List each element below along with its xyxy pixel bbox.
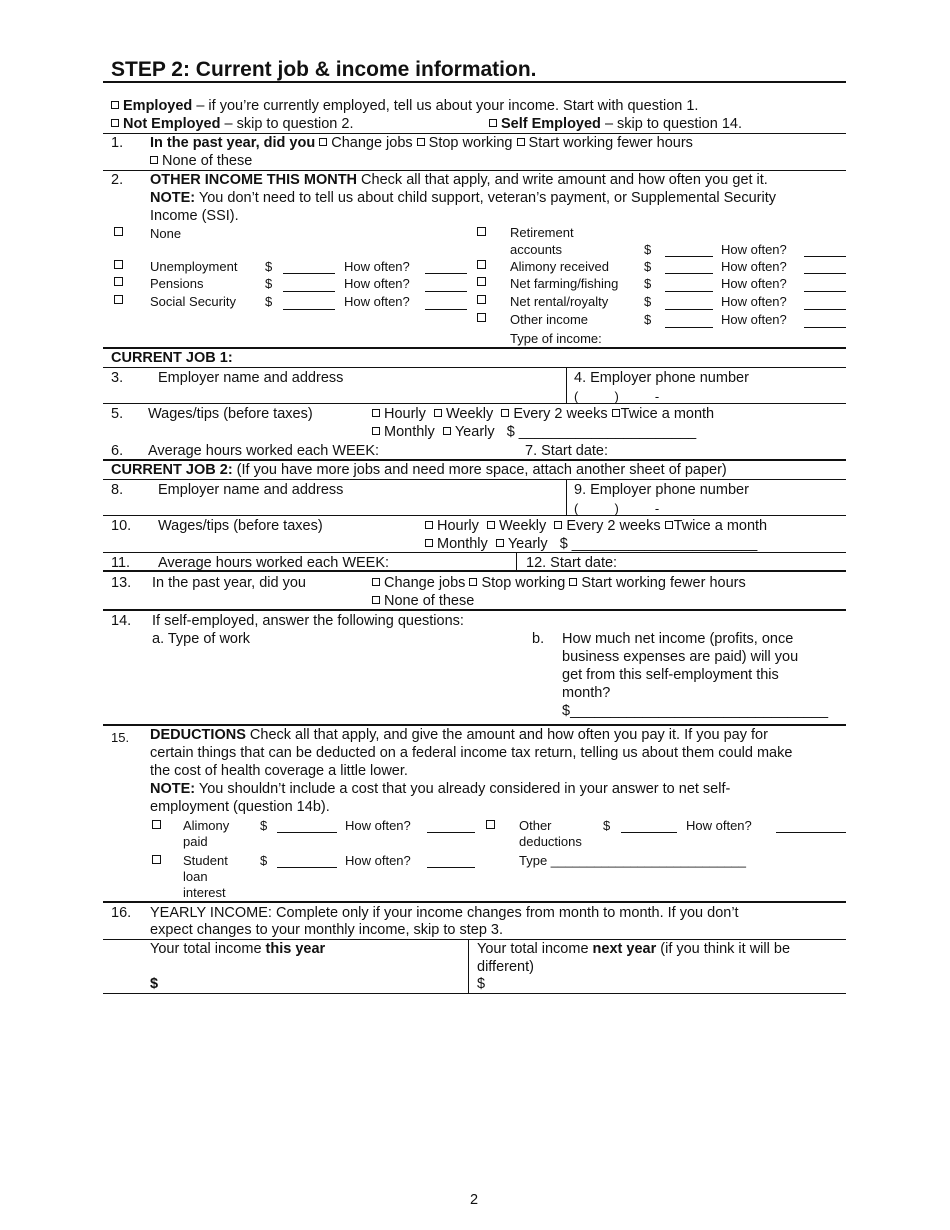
- page-number: 2: [470, 1192, 479, 1208]
- wages-label: Wages/tips (before taxes): [158, 518, 323, 534]
- section-rule: [103, 724, 846, 726]
- net-income-amount-field[interactable]: $________________________________: [562, 703, 829, 719]
- rental-amount-field[interactable]: [665, 309, 713, 310]
- q1-number: 1.: [111, 135, 124, 151]
- student-loan-label-2: loan: [183, 869, 208, 884]
- alimony-received-label: Alimony received: [510, 259, 609, 274]
- none-income-checkbox[interactable]: [114, 227, 123, 236]
- yearly-income-text-2: expect changes to your monthly income, skip to step 3.: [150, 922, 504, 938]
- other-deductions-frequency-field[interactable]: [776, 832, 846, 833]
- employer-name-label: Employer name and address: [158, 370, 344, 386]
- q1-change-jobs-checkbox[interactable]: [319, 138, 327, 146]
- wage-amount-field[interactable]: $ _______________________: [559, 536, 758, 552]
- how-often-label: How often?: [721, 242, 787, 257]
- section-rule: [103, 609, 846, 611]
- q11-number: 11.: [111, 555, 131, 571]
- employer-name-label: Employer name and address: [158, 482, 344, 498]
- retirement-label-2: accounts: [510, 242, 563, 257]
- q1-line: In the past year, did you Change jobs Stop working Start working fewer hours: [150, 135, 693, 151]
- self-employed-option[interactable]: Self Employed – skip to question 14.: [489, 116, 742, 133]
- other-deductions-amount-field[interactable]: [621, 832, 677, 833]
- hourly-checkbox[interactable]: [425, 521, 433, 529]
- not-employed-checkbox[interactable]: [111, 119, 119, 127]
- how-often-label: How often?: [344, 259, 410, 274]
- divider: [103, 479, 846, 480]
- dollar-sign: $: [260, 853, 268, 868]
- alimony-paid-checkbox[interactable]: [152, 820, 161, 829]
- wages-label: Wages/tips (before taxes): [148, 406, 313, 422]
- income-next-year-label-2: different): [477, 959, 534, 975]
- employer-phone-label: 4. Employer phone number: [574, 370, 749, 386]
- social-security-frequency-field[interactable]: [425, 309, 467, 310]
- how-often-label: How often?: [344, 294, 410, 309]
- hours-worked-label: Average hours worked each WEEK:: [158, 555, 390, 571]
- rental-frequency-field[interactable]: [804, 309, 846, 310]
- job1-heading: CURRENT JOB 1:: [111, 350, 233, 366]
- dollar-sign: $: [644, 294, 652, 309]
- how-often-label: How often?: [721, 312, 787, 327]
- employer-phone-field[interactable]: ( ) -: [574, 389, 660, 404]
- alimony-paid-label-2: paid: [183, 834, 208, 849]
- q2-note-line-2: Income (SSI).: [150, 208, 239, 224]
- how-often-label: How often?: [344, 276, 410, 291]
- q1-none-checkbox[interactable]: [150, 156, 158, 164]
- social-security-label: Social Security: [150, 294, 236, 309]
- q1-fewer-hours-checkbox[interactable]: [517, 138, 525, 146]
- divider: [103, 939, 846, 940]
- net-income-question: month?: [562, 685, 611, 701]
- q15-note-line-2: employment (question 14b).: [150, 799, 330, 815]
- q13-number: 13.: [111, 575, 132, 591]
- dollar-sign: $: [644, 276, 652, 291]
- q13-change-jobs-checkbox[interactable]: [372, 578, 380, 586]
- employer-phone-label: 9. Employer phone number: [574, 482, 749, 498]
- section-rule: [103, 570, 846, 572]
- retirement-amount-field[interactable]: [665, 256, 713, 257]
- divider: [103, 133, 846, 134]
- q13-none-option[interactable]: None of these: [372, 593, 474, 610]
- pensions-label: Pensions: [150, 276, 204, 291]
- dollar-sign: $: [603, 818, 611, 833]
- dollar-sign: $: [644, 312, 652, 327]
- farming-checkbox[interactable]: [477, 277, 486, 286]
- other-income-frequency-field[interactable]: [804, 327, 846, 328]
- rental-label: Net rental/royalty: [510, 294, 609, 309]
- every-2-weeks-checkbox[interactable]: [501, 409, 509, 417]
- q16-number: 16.: [111, 905, 132, 921]
- pensions-amount-field[interactable]: [283, 291, 335, 292]
- how-often-label: How often?: [686, 818, 752, 833]
- income-next-year-field[interactable]: $: [477, 976, 486, 992]
- job2-heading-line: CURRENT JOB 2: (If you have more jobs and need more space, attach another sheet of paper): [111, 462, 727, 478]
- q2-note-line: NOTE: You don’t need to tell us about child support, veteran’s payment, or Supplemental Security: [150, 190, 777, 206]
- social-security-checkbox[interactable]: [114, 295, 123, 304]
- q14-number: 14.: [111, 613, 132, 629]
- student-loan-label-3: interest: [183, 885, 226, 900]
- pay-frequency-row-2: Monthly Yearly $ _______________________: [425, 536, 757, 553]
- section-rule: [103, 459, 846, 461]
- dollar-sign: $: [265, 294, 273, 309]
- hourly-checkbox[interactable]: [372, 409, 380, 417]
- unemployment-frequency-field[interactable]: [425, 273, 467, 274]
- social-security-amount-field[interactable]: [283, 309, 335, 310]
- alimony-paid-label: Alimony: [183, 818, 230, 833]
- unemployment-label: Unemployment: [150, 259, 238, 274]
- q13-none-checkbox[interactable]: [372, 596, 380, 604]
- q6-number: 6.: [111, 443, 124, 459]
- farming-amount-field[interactable]: [665, 291, 713, 292]
- divider: [103, 515, 846, 516]
- student-loan-checkbox[interactable]: [152, 855, 161, 864]
- dollar-sign: $: [644, 259, 652, 274]
- dollar-sign: $: [265, 276, 273, 291]
- alimony-received-amount-field[interactable]: [665, 273, 713, 274]
- section-rule: [103, 901, 846, 903]
- none-income-label: None: [150, 226, 182, 241]
- divider: [103, 170, 846, 171]
- other-income-label: Other income: [510, 312, 589, 327]
- q5-number: 5.: [111, 406, 124, 422]
- income-this-year-field[interactable]: $: [150, 976, 159, 992]
- q3-number: 3.: [111, 370, 124, 386]
- net-income-question: How much net income (profits, once: [562, 631, 794, 647]
- not-employed-option[interactable]: Not Employed – skip to question 2.: [111, 116, 353, 133]
- farming-label: Net farming/fishing: [510, 276, 619, 291]
- column-divider: [566, 367, 567, 403]
- yearly-income-text: YEARLY INCOME: Complete only if your income changes from month to month. If you don’t: [150, 905, 739, 921]
- q14-prompt: If self-employed, answer the following questions:: [152, 613, 464, 629]
- twice-month-checkbox[interactable]: [665, 521, 673, 529]
- employed-option[interactable]: Employed – if you’re currently employed, tell us about your income. Start with question 1.: [111, 98, 698, 115]
- income-next-year-label: Your total income next year (if you think it will be: [477, 941, 791, 957]
- type-of-income-label: Type of income:: [510, 331, 602, 346]
- other-income-checkbox[interactable]: [477, 313, 486, 322]
- divider: [103, 993, 846, 994]
- q15-note-line: NOTE: You shouldn’t include a cost that you already considered in your answer to net self-: [150, 781, 731, 797]
- yearly-checkbox[interactable]: [443, 427, 451, 435]
- pensions-checkbox[interactable]: [114, 277, 123, 286]
- monthly-checkbox[interactable]: [425, 539, 433, 547]
- how-often-label: How often?: [345, 818, 411, 833]
- divider: [103, 403, 846, 404]
- q14b-label: b.: [532, 631, 545, 647]
- unemployment-amount-field[interactable]: [283, 273, 335, 274]
- self-employed-checkbox[interactable]: [489, 119, 497, 127]
- title-rule: [103, 81, 846, 83]
- pay-frequency-row: Hourly Weekly Every 2 weeks Twice a month: [425, 518, 767, 535]
- q13-stop-working-checkbox[interactable]: [469, 578, 477, 586]
- hours-worked-label: Average hours worked each WEEK:: [148, 443, 380, 459]
- q8-number: 8.: [111, 482, 124, 498]
- q13-options: Change jobs Stop working Start working fewer hours: [372, 575, 746, 592]
- job2-heading: CURRENT JOB 2:: [111, 462, 233, 478]
- retirement-label: Retirement: [510, 225, 574, 240]
- how-often-label: How often?: [721, 276, 787, 291]
- q1-none-option[interactable]: None of these: [150, 153, 252, 170]
- unemployment-checkbox[interactable]: [114, 260, 123, 269]
- column-divider: [468, 939, 469, 993]
- dollar-sign: $: [265, 259, 273, 274]
- section-rule: [103, 347, 846, 349]
- retirement-frequency-field[interactable]: [804, 256, 846, 257]
- q15-number: 15.: [111, 730, 130, 745]
- net-income-question: business expenses are paid) will you: [562, 649, 799, 665]
- pay-frequency-row: Hourly Weekly Every 2 weeks Twice a month: [372, 406, 714, 423]
- divider: [103, 367, 846, 368]
- twice-month-checkbox[interactable]: [612, 409, 620, 417]
- alimony-received-checkbox[interactable]: [477, 260, 486, 269]
- pensions-frequency-field[interactable]: [425, 291, 467, 292]
- employer-phone-field[interactable]: ( ) -: [574, 501, 660, 516]
- monthly-checkbox[interactable]: [372, 427, 380, 435]
- q15-text: the cost of health coverage a little lower.: [150, 763, 408, 779]
- wage-amount-field[interactable]: $ ______________________: [506, 424, 697, 440]
- pay-frequency-row-2: Monthly Yearly $ ______________________: [372, 424, 696, 441]
- start-date-label: 12. Start date:: [526, 555, 618, 571]
- q13-prompt: In the past year, did you: [152, 575, 306, 591]
- yearly-checkbox[interactable]: [496, 539, 504, 547]
- q15-text: certain things that can be deducted on a federal income tax return, telling us about them could make: [150, 745, 793, 761]
- column-divider: [516, 552, 517, 570]
- alimony-paid-amount-field[interactable]: [277, 832, 337, 833]
- other-deductions-checkbox[interactable]: [486, 820, 495, 829]
- net-income-question: get from this self-employment this: [562, 667, 779, 683]
- other-income-amount-field[interactable]: [665, 327, 713, 328]
- other-deductions-label: Other: [519, 818, 552, 833]
- student-loan-frequency-field[interactable]: [427, 867, 475, 868]
- alimony-received-frequency-field[interactable]: [804, 273, 846, 274]
- weekly-checkbox[interactable]: [434, 409, 442, 417]
- type-of-work-label: a. Type of work: [152, 631, 251, 647]
- retirement-checkbox[interactable]: [477, 227, 486, 236]
- dollar-sign: $: [260, 818, 268, 833]
- how-often-label: How often?: [721, 294, 787, 309]
- how-often-label: How often?: [345, 853, 411, 868]
- q1-prompt: In the past year, did you: [150, 135, 316, 151]
- q10-number: 10.: [111, 518, 132, 534]
- q2-heading-line: OTHER INCOME THIS MONTH Check all that apply, and write amount and how often you get it.: [150, 172, 768, 188]
- alimony-paid-frequency-field[interactable]: [427, 832, 475, 833]
- student-loan-label: Student: [183, 853, 228, 868]
- weekly-checkbox[interactable]: [487, 521, 495, 529]
- employed-checkbox[interactable]: [111, 101, 119, 109]
- page-title: STEP 2: Current job & income information.: [111, 58, 537, 81]
- income-this-year-label: Your total income this year: [150, 941, 326, 957]
- dollar-sign: $: [644, 242, 652, 257]
- start-date-label: 7. Start date:: [525, 443, 609, 459]
- farming-frequency-field[interactable]: [804, 291, 846, 292]
- other-deductions-label-2: deductions: [519, 834, 582, 849]
- q13-fewer-hours-checkbox[interactable]: [569, 578, 577, 586]
- q2-number: 2.: [111, 172, 124, 188]
- deductions-heading: DEDUCTIONS: [150, 727, 246, 743]
- divider: [103, 552, 846, 553]
- how-often-label: How often?: [721, 259, 787, 274]
- deduction-type-field[interactable]: Type ___________________________: [519, 853, 747, 868]
- every-2-weeks-checkbox[interactable]: [554, 521, 562, 529]
- student-loan-amount-field[interactable]: [277, 867, 337, 868]
- q15-heading-line: DEDUCTIONS Check all that apply, and give the amount and how often you pay it. If you pay for: [150, 727, 768, 743]
- q1-stop-working-checkbox[interactable]: [417, 138, 425, 146]
- rental-checkbox[interactable]: [477, 295, 486, 304]
- column-divider: [566, 479, 567, 515]
